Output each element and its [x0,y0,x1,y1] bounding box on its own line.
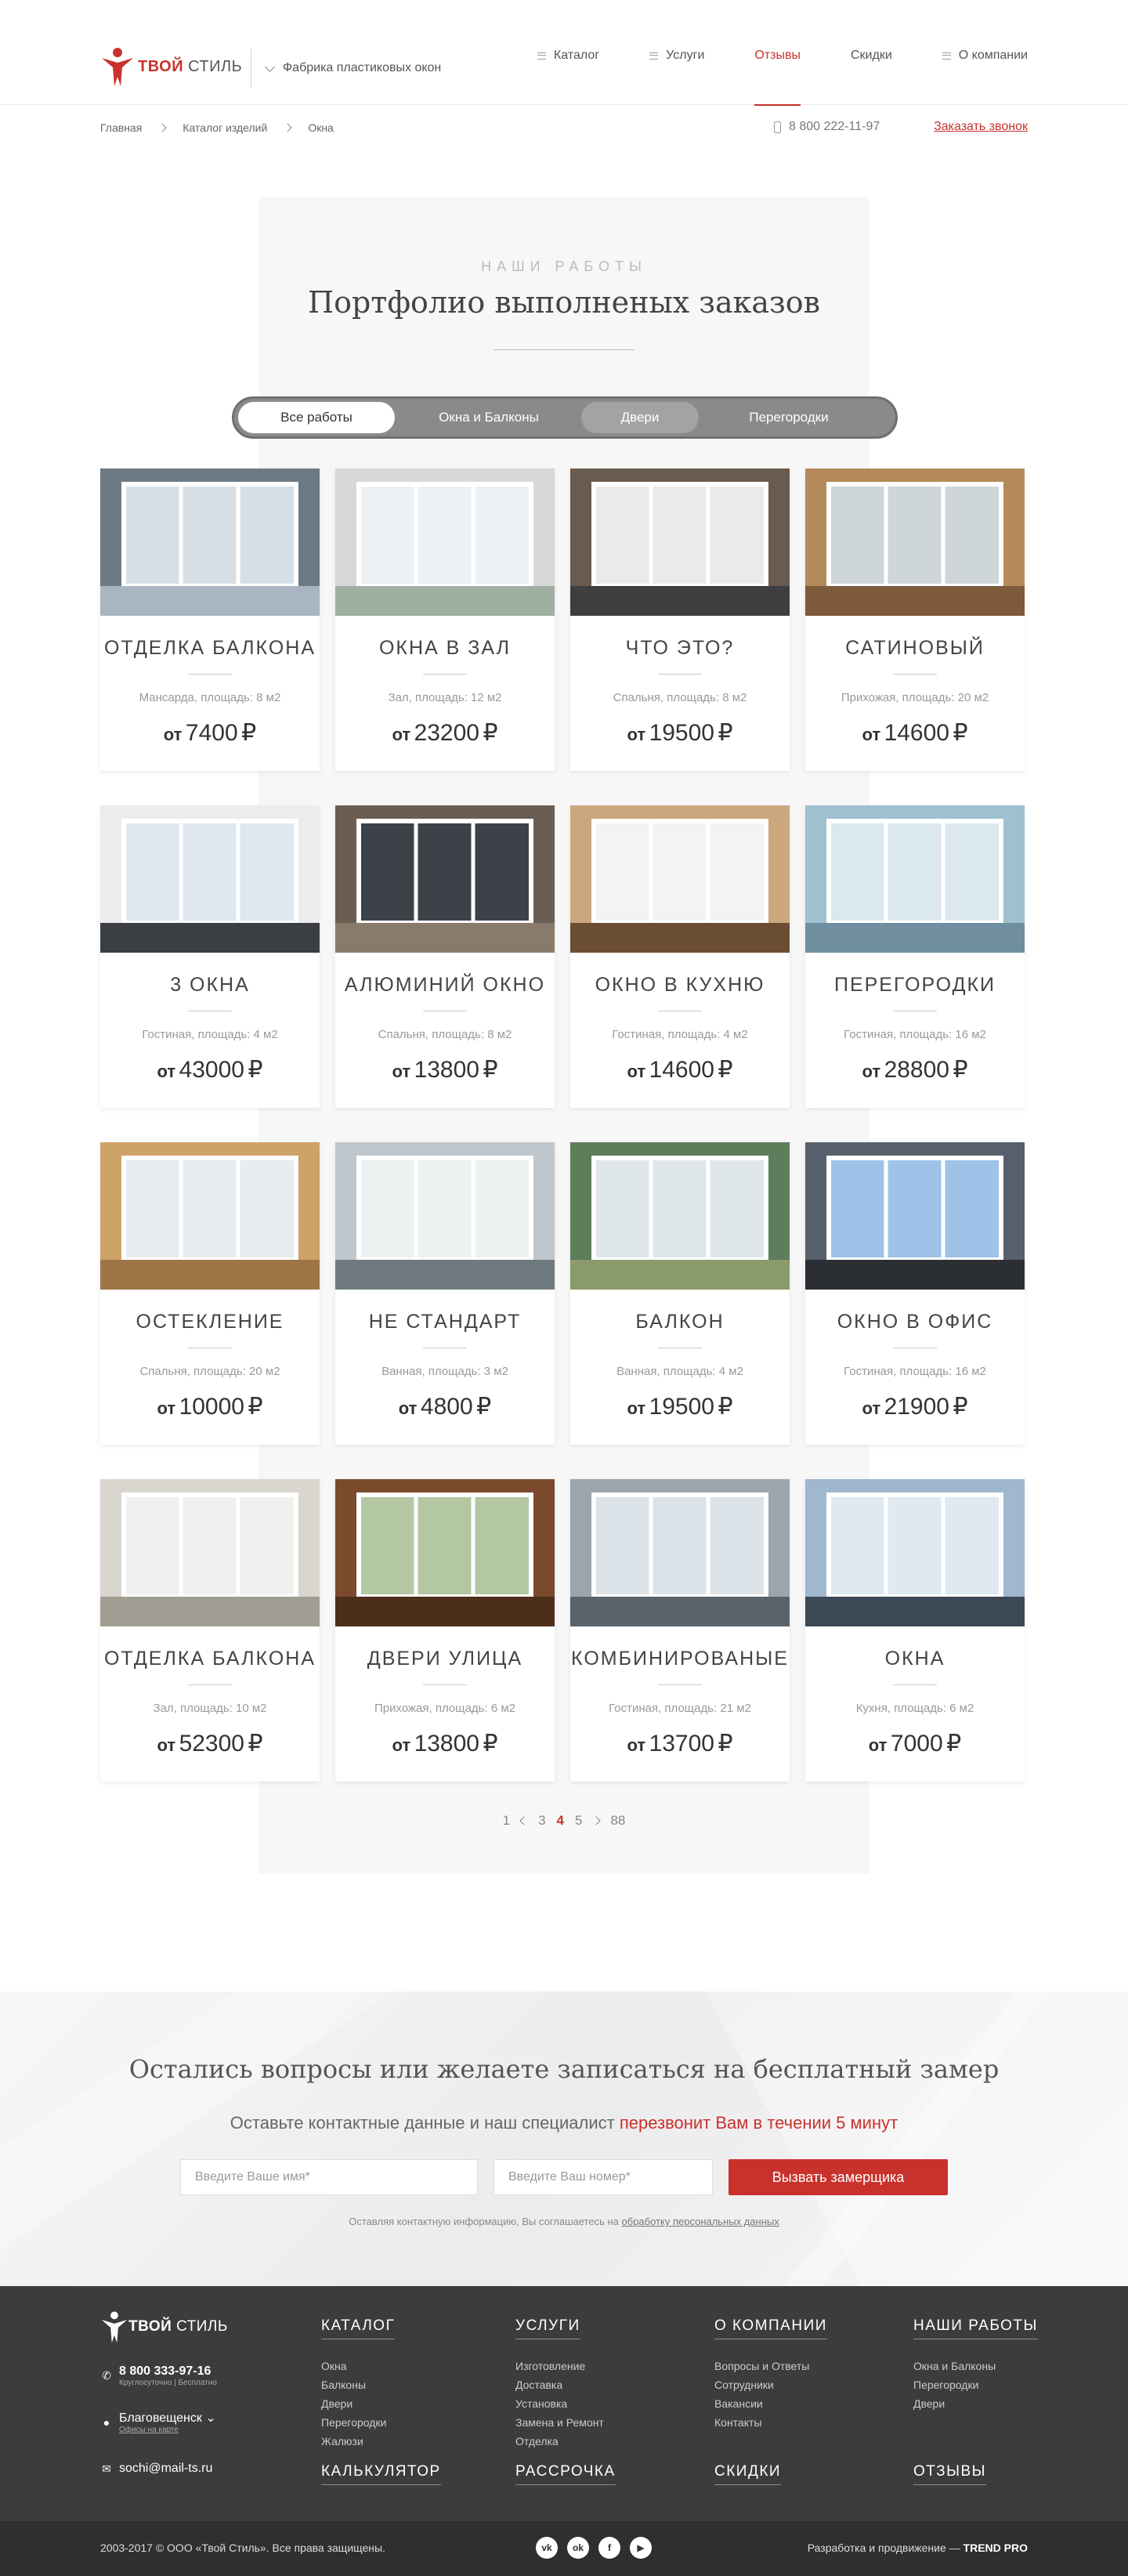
nav-about[interactable] [942,0,1028,105]
footer-bottom-link-label[interactable]: ОТЗЫВЫ [913,2463,986,2485]
footer-logo[interactable] [100,2310,228,2344]
price-currency: ₽ [248,1394,263,1420]
price-value: 21900 [884,1394,949,1420]
footer-link[interactable]: Вакансии [714,2397,763,2410]
chevron-down-icon: ⌄ [205,2411,216,2425]
portfolio-card-meta: Спальня, площадь: 8 м2 [378,1028,512,1041]
portfolio-card-title: ОТДЕЛКА БАЛКОНА [103,1648,316,1670]
portfolio-card[interactable] [805,1142,1025,1445]
portfolio-card-price [805,1056,1025,1084]
portfolio-card[interactable] [100,805,320,1108]
callback-form-section [0,1992,1128,2286]
footer-phone-number: 8 800 333-97-16 [119,2364,212,2378]
phone-icon: ✆ [102,2369,111,2382]
developer-credit[interactable] [808,2542,1028,2554]
portfolio-photo[interactable] [805,469,1025,616]
price-value: 13800 [414,1731,479,1757]
portfolio-card-meta: Прихожая, площадь: 20 м2 [841,691,989,704]
price-currency: ₽ [953,1394,968,1420]
portfolio-photo[interactable] [805,1479,1025,1626]
footer-link[interactable]: Отделка [515,2435,559,2448]
portfolio-card-meta: Ванная, площадь: 4 м2 [616,1365,743,1378]
footer-phone[interactable] [100,2364,217,2387]
price-value: 28800 [884,1057,949,1083]
price-currency: ₽ [953,1057,968,1083]
portfolio-card[interactable] [335,805,555,1108]
filter-windows-balconies[interactable]: Окна и Балконы [439,410,539,425]
copyright: 2003-2017 © ООО «Твой Стиль». Все права защищены. [100,2542,385,2554]
portfolio-card-price [335,719,555,747]
portfolio-card-title: ПЕРЕГОРОДКИ [833,974,996,996]
pagination [0,1813,1128,1829]
phone-icon [774,121,781,133]
portfolio-card-title: ДВЕРИ УЛИЦА [367,1648,523,1670]
portfolio-photo[interactable] [100,469,320,616]
price-prefix: от [862,1062,881,1081]
portfolio-photo[interactable] [805,1142,1025,1290]
site-header [0,0,1128,105]
footer-link[interactable]: Двери [321,2397,353,2410]
portfolio-card[interactable] [100,469,320,771]
price-value: 4800 [420,1394,473,1420]
facebook-icon[interactable]: f [598,2537,620,2559]
footer-bottom-link-label[interactable]: КАЛЬКУЛЯТОР [321,2463,441,2485]
price-prefix: от [627,725,646,744]
portfolio-card-meta: Гостиная, площадь: 4 м2 [142,1028,278,1041]
price-currency: ₽ [718,1394,733,1420]
call-measurer-button[interactable]: Вызвать замерщика [728,2159,948,2195]
footer-bottom-link[interactable] [321,2463,441,2485]
breadcrumb-home[interactable]: Главная [100,121,143,134]
portfolio-card-price [335,1393,555,1420]
price-currency: ₽ [718,1057,733,1083]
odnoklassniki-icon[interactable]: ok [567,2537,589,2559]
site-footer [0,2286,1128,2521]
portfolio-card[interactable] [570,1142,790,1445]
card-divider [658,674,702,675]
footer-email-address: sochi@mail-ts.ru [119,2462,213,2475]
portfolio-card[interactable] [570,469,790,771]
portfolio-photo[interactable] [100,805,320,953]
footer-email[interactable] [100,2462,212,2476]
portfolio-card[interactable] [335,1479,555,1782]
portfolio-card-price [570,1393,790,1420]
portfolio-card-meta: Зал, площадь: 10 м2 [153,1702,267,1715]
footer-link[interactable]: Контакты [714,2416,762,2429]
portfolio-card-title: ОКНА [884,1648,945,1670]
developer-name: TREND PRO [963,2542,1028,2554]
breadcrumb-catalog[interactable]: Каталог изделий [183,121,268,134]
portfolio-photo[interactable] [570,1142,790,1290]
price-currency: ₽ [241,720,257,746]
portfolio-card-meta: Гостиная, площадь: 16 м2 [844,1028,986,1041]
vk-icon[interactable]: vk [536,2537,558,2559]
chevron-down-icon [265,62,275,72]
portfolio-card-meta: Спальня, площадь: 8 м2 [613,691,747,704]
price-prefix: от [627,1735,646,1755]
footer-bottom-link[interactable] [913,2463,986,2485]
nav-reviews-label: Отзывы [754,49,801,62]
price-currency: ₽ [483,1731,498,1757]
filter-all[interactable]: Все работы [238,402,395,433]
footer-column-title[interactable]: КАТАЛОГ [321,2317,395,2339]
price-value: 23200 [414,720,479,746]
consent-link[interactable]: обработку персональных данных [621,2216,779,2227]
factory-dropdown[interactable] [266,61,441,75]
chevron-right-icon [284,123,292,132]
nav-services-label: Услуги [666,49,705,62]
location-pin-icon: ● [103,2415,110,2429]
price-value: 14600 [649,1057,714,1083]
developer-prefix: Разработка и продвижение — [807,2542,960,2554]
price-currency: ₽ [476,1394,492,1420]
portfolio-card-title: САТИНОВЫЙ [845,637,985,659]
portfolio-photo[interactable] [570,469,790,616]
portfolio-card-price [100,1056,320,1084]
portfolio-card-price [570,1056,790,1084]
price-value: 7000 [890,1731,943,1757]
portfolio-card-price [805,719,1025,747]
consent-note [0,2216,1128,2227]
footer-column-title[interactable]: НАШИ РАБОТЫ [913,2317,1038,2339]
portfolio-card-title: ОКНО В ОФИС [837,1311,993,1333]
price-prefix: от [163,725,183,744]
cta-subtitle-plain: Оставьте контактные данные и наш специалист [230,2113,615,2133]
cta-subtitle [0,2113,1128,2133]
portfolio-card-price [335,1730,555,1757]
portfolio-card-price [570,1730,790,1757]
portfolio-card-meta: Прихожая, площадь: 6 м2 [374,1702,515,1715]
price-prefix: от [862,1398,881,1418]
footer-link[interactable]: Вопросы и Ответы [714,2360,810,2372]
page-first[interactable]: 1 [502,1813,511,1828]
portfolio-card[interactable] [805,1479,1025,1782]
footer-column [913,2317,1038,2413]
footer-logo-bold: ТВОЙ [128,2318,172,2335]
portfolio-card-meta: Гостиная, площадь: 4 м2 [612,1028,748,1041]
price-prefix: от [157,1062,176,1081]
logo-rest-text: СТИЛЬ [188,57,243,75]
portfolio-photo[interactable] [335,1479,555,1626]
portfolio-card-title: НЕ СТАНДАРТ [368,1311,522,1333]
portfolio-card-price [805,1393,1025,1420]
breadcrumb-current: Окна [308,121,334,134]
logo[interactable] [100,45,242,88]
footer-column [515,2317,604,2451]
card-divider [658,1684,702,1685]
price-currency: ₽ [718,720,733,746]
footer-city-name: Благовещенск [119,2411,202,2425]
card-divider [893,1684,937,1685]
page-5[interactable]: 5 [575,1813,583,1828]
price-value: 19500 [649,720,714,746]
portfolio-photo[interactable] [335,469,555,616]
portfolio-filter-tabs [232,396,898,439]
portfolio-card-meta: Зал, площадь: 12 м2 [388,691,502,704]
page-title: Портфолио выполненых заказов [307,285,821,320]
price-prefix: от [157,1398,176,1418]
consent-text: Оставляя контактную информацию, Вы соглашаетесь на [349,2216,619,2227]
mail-icon: ✉ [102,2462,111,2475]
footer-bottom-link[interactable] [714,2463,781,2485]
card-divider [188,674,232,675]
footer-link[interactable]: Окна и Балконы [913,2360,996,2372]
price-prefix: от [392,1735,411,1755]
footer-link[interactable]: Перегородки [321,2416,387,2429]
price-prefix: от [627,1062,646,1081]
footer-link[interactable]: Доставка [515,2379,563,2391]
portfolio-card-meta: Гостиная, площадь: 16 м2 [844,1365,986,1378]
portfolio-card-title: ЧТО ЭТО? [625,637,735,659]
main-nav [537,0,1028,105]
portfolio-photo[interactable] [335,1142,555,1290]
footer-city[interactable] [100,2410,216,2434]
footer-link[interactable]: Жалюзи [321,2435,363,2448]
footer-column [321,2317,395,2451]
card-divider [893,674,937,675]
portfolio-photo[interactable] [805,805,1025,953]
portfolio-card-price [100,1393,320,1420]
price-currency: ₽ [483,1057,498,1083]
price-value: 10000 [179,1394,244,1420]
price-prefix: от [627,1398,646,1418]
portfolio-card[interactable] [570,805,790,1108]
portfolio-card[interactable] [570,1479,790,1782]
name-input[interactable]: Введите Ваше имя* [180,2159,478,2195]
nav-about-label: О компании [958,49,1028,62]
portfolio-card-title: ОКНА В ЗАЛ [378,637,512,659]
price-value: 13800 [414,1057,479,1083]
header-phone[interactable] [774,120,880,134]
portfolio-card-price [100,719,320,747]
nav-services[interactable] [649,0,704,105]
portfolio-card-title: КОМБИНИРОВАНЫЕ [571,1648,789,1670]
menu-icon [537,52,546,60]
logo-person-icon [100,45,135,88]
page-3[interactable]: 3 [538,1813,546,1828]
footer-link[interactable]: Окна [321,2360,347,2372]
cta-title: Остались вопросы или желаете записаться на бесплатный замер [128,2054,1000,2084]
footer-city-map-link[interactable]: Офисы на карте [119,2426,179,2434]
portfolio-photo[interactable] [335,805,555,953]
youtube-icon[interactable]: ▶ [630,2537,652,2559]
filter-doors[interactable]: Двери [581,402,699,433]
portfolio-card[interactable] [335,469,555,771]
nav-reviews[interactable] [754,0,801,105]
footer-link[interactable]: Замена и Ремонт [515,2416,604,2429]
social-links [536,2537,661,2559]
price-value: 14600 [884,720,949,746]
footer-link[interactable]: Перегородки [913,2379,979,2391]
footer-phone-note: Круглосуточно | Бесплатно [119,2379,217,2387]
portfolio-card[interactable] [335,1142,555,1445]
portfolio-card-title: ОТДЕЛКА БАЛКОНА [103,637,316,659]
footer-logo-rest: СТИЛЬ [176,2318,228,2335]
nav-discounts-label: Скидки [850,49,892,62]
nav-catalog-label: Каталог [554,49,600,62]
logo-bold-text: ТВОЙ [138,57,184,75]
price-currency: ₽ [946,1731,962,1757]
portfolio-card-meta: Ванная, площадь: 3 м2 [381,1365,508,1378]
portfolio-card[interactable] [805,805,1025,1108]
chevron-left-icon[interactable] [519,1816,528,1825]
portfolio-card-title: 3 ОКНА [170,974,250,996]
card-divider [423,1684,467,1685]
price-prefix: от [868,1735,888,1755]
phone-input[interactable]: Введите Ваш номер* [494,2159,713,2195]
footer-column-title[interactable]: О КОМПАНИИ [714,2317,827,2339]
card-divider [188,1684,232,1685]
nav-catalog[interactable] [537,0,599,105]
cta-subtitle-highlight: перезвонит Вам в течении 5 минут [619,2113,898,2133]
footer-link[interactable]: Сотрудники [714,2379,774,2391]
portfolio-card-price [100,1730,320,1757]
footer-link[interactable]: Изготовление [515,2360,586,2372]
card-divider [423,674,467,675]
portfolio-card[interactable] [805,469,1025,771]
portfolio-card-meta: Мансарда, площадь: 8 м2 [139,691,281,704]
footer-link[interactable]: Балконы [321,2379,367,2391]
footer-bottom-link[interactable] [515,2463,616,2485]
breadcrumb [100,121,334,134]
portfolio-card-title: АЛЮМИНИЙ ОКНО [344,974,546,996]
logo-person-icon [100,2310,128,2344]
portfolio-card-price [805,1730,1025,1757]
portfolio-card[interactable] [100,1479,320,1782]
footer-bottom-bar [0,2521,1128,2576]
price-value: 19500 [649,1394,714,1420]
portfolio-card-meta: Гостиная, площадь: 21 м2 [609,1702,751,1715]
price-value: 7400 [185,720,238,746]
portfolio-card-price [335,1056,555,1084]
portfolio-card-title: БАЛКОН [635,1311,725,1333]
portfolio-photo[interactable] [570,805,790,953]
portfolio-card-title: ОКНО В КУХНЮ [595,974,765,996]
menu-icon [942,52,951,60]
footer-column [714,2317,827,2432]
portfolio-photo[interactable] [570,1479,790,1626]
section-kicker: НАШИ РАБОТЫ [481,259,647,274]
title-divider [494,349,634,350]
price-currency: ₽ [248,1057,263,1083]
callback-link[interactable]: Заказать звонок [934,120,1028,133]
chevron-right-icon[interactable] [592,1816,601,1825]
footer-link[interactable]: Двери [913,2397,945,2410]
footer-link[interactable]: Установка [515,2397,568,2410]
portfolio-card[interactable] [100,1142,320,1445]
price-value: 13700 [649,1731,714,1757]
footer-bottom-link-label[interactable]: РАССРОЧКА [515,2463,616,2485]
factory-label: Фабрика пластиковых окон [283,61,442,74]
price-prefix: от [392,1062,411,1081]
footer-column-title[interactable]: УСЛУГИ [515,2317,580,2339]
price-currency: ₽ [248,1731,263,1757]
price-prefix: от [392,725,411,744]
portfolio-photo[interactable] [100,1142,320,1290]
page-last[interactable]: 88 [610,1813,626,1828]
portfolio-card-title: ОСТЕКЛЕНИЕ [136,1311,284,1333]
portfolio-card-price [570,719,790,747]
portfolio-card-meta: Кухня, площадь: 6 м2 [855,1702,974,1715]
price-value: 52300 [179,1731,244,1757]
footer-bottom-link-label[interactable]: СКИДКИ [714,2463,781,2485]
price-currency: ₽ [483,720,498,746]
price-prefix: от [398,1398,418,1418]
chevron-right-icon [158,123,167,132]
nav-discounts[interactable] [851,0,892,105]
portfolio-card-meta: Спальня, площадь: 20 м2 [139,1365,280,1378]
filter-partitions[interactable]: Перегородки [749,410,829,425]
price-prefix: от [862,725,881,744]
page-current: 4 [556,1813,564,1828]
portfolio-photo[interactable] [100,1479,320,1626]
header-phone-number: 8 800 222-11-97 [789,120,880,133]
price-currency: ₽ [953,720,968,746]
decorative-background [0,1992,1128,2286]
price-prefix: от [157,1735,176,1755]
price-currency: ₽ [718,1731,733,1757]
price-value: 43000 [179,1057,244,1083]
menu-icon [649,52,658,60]
